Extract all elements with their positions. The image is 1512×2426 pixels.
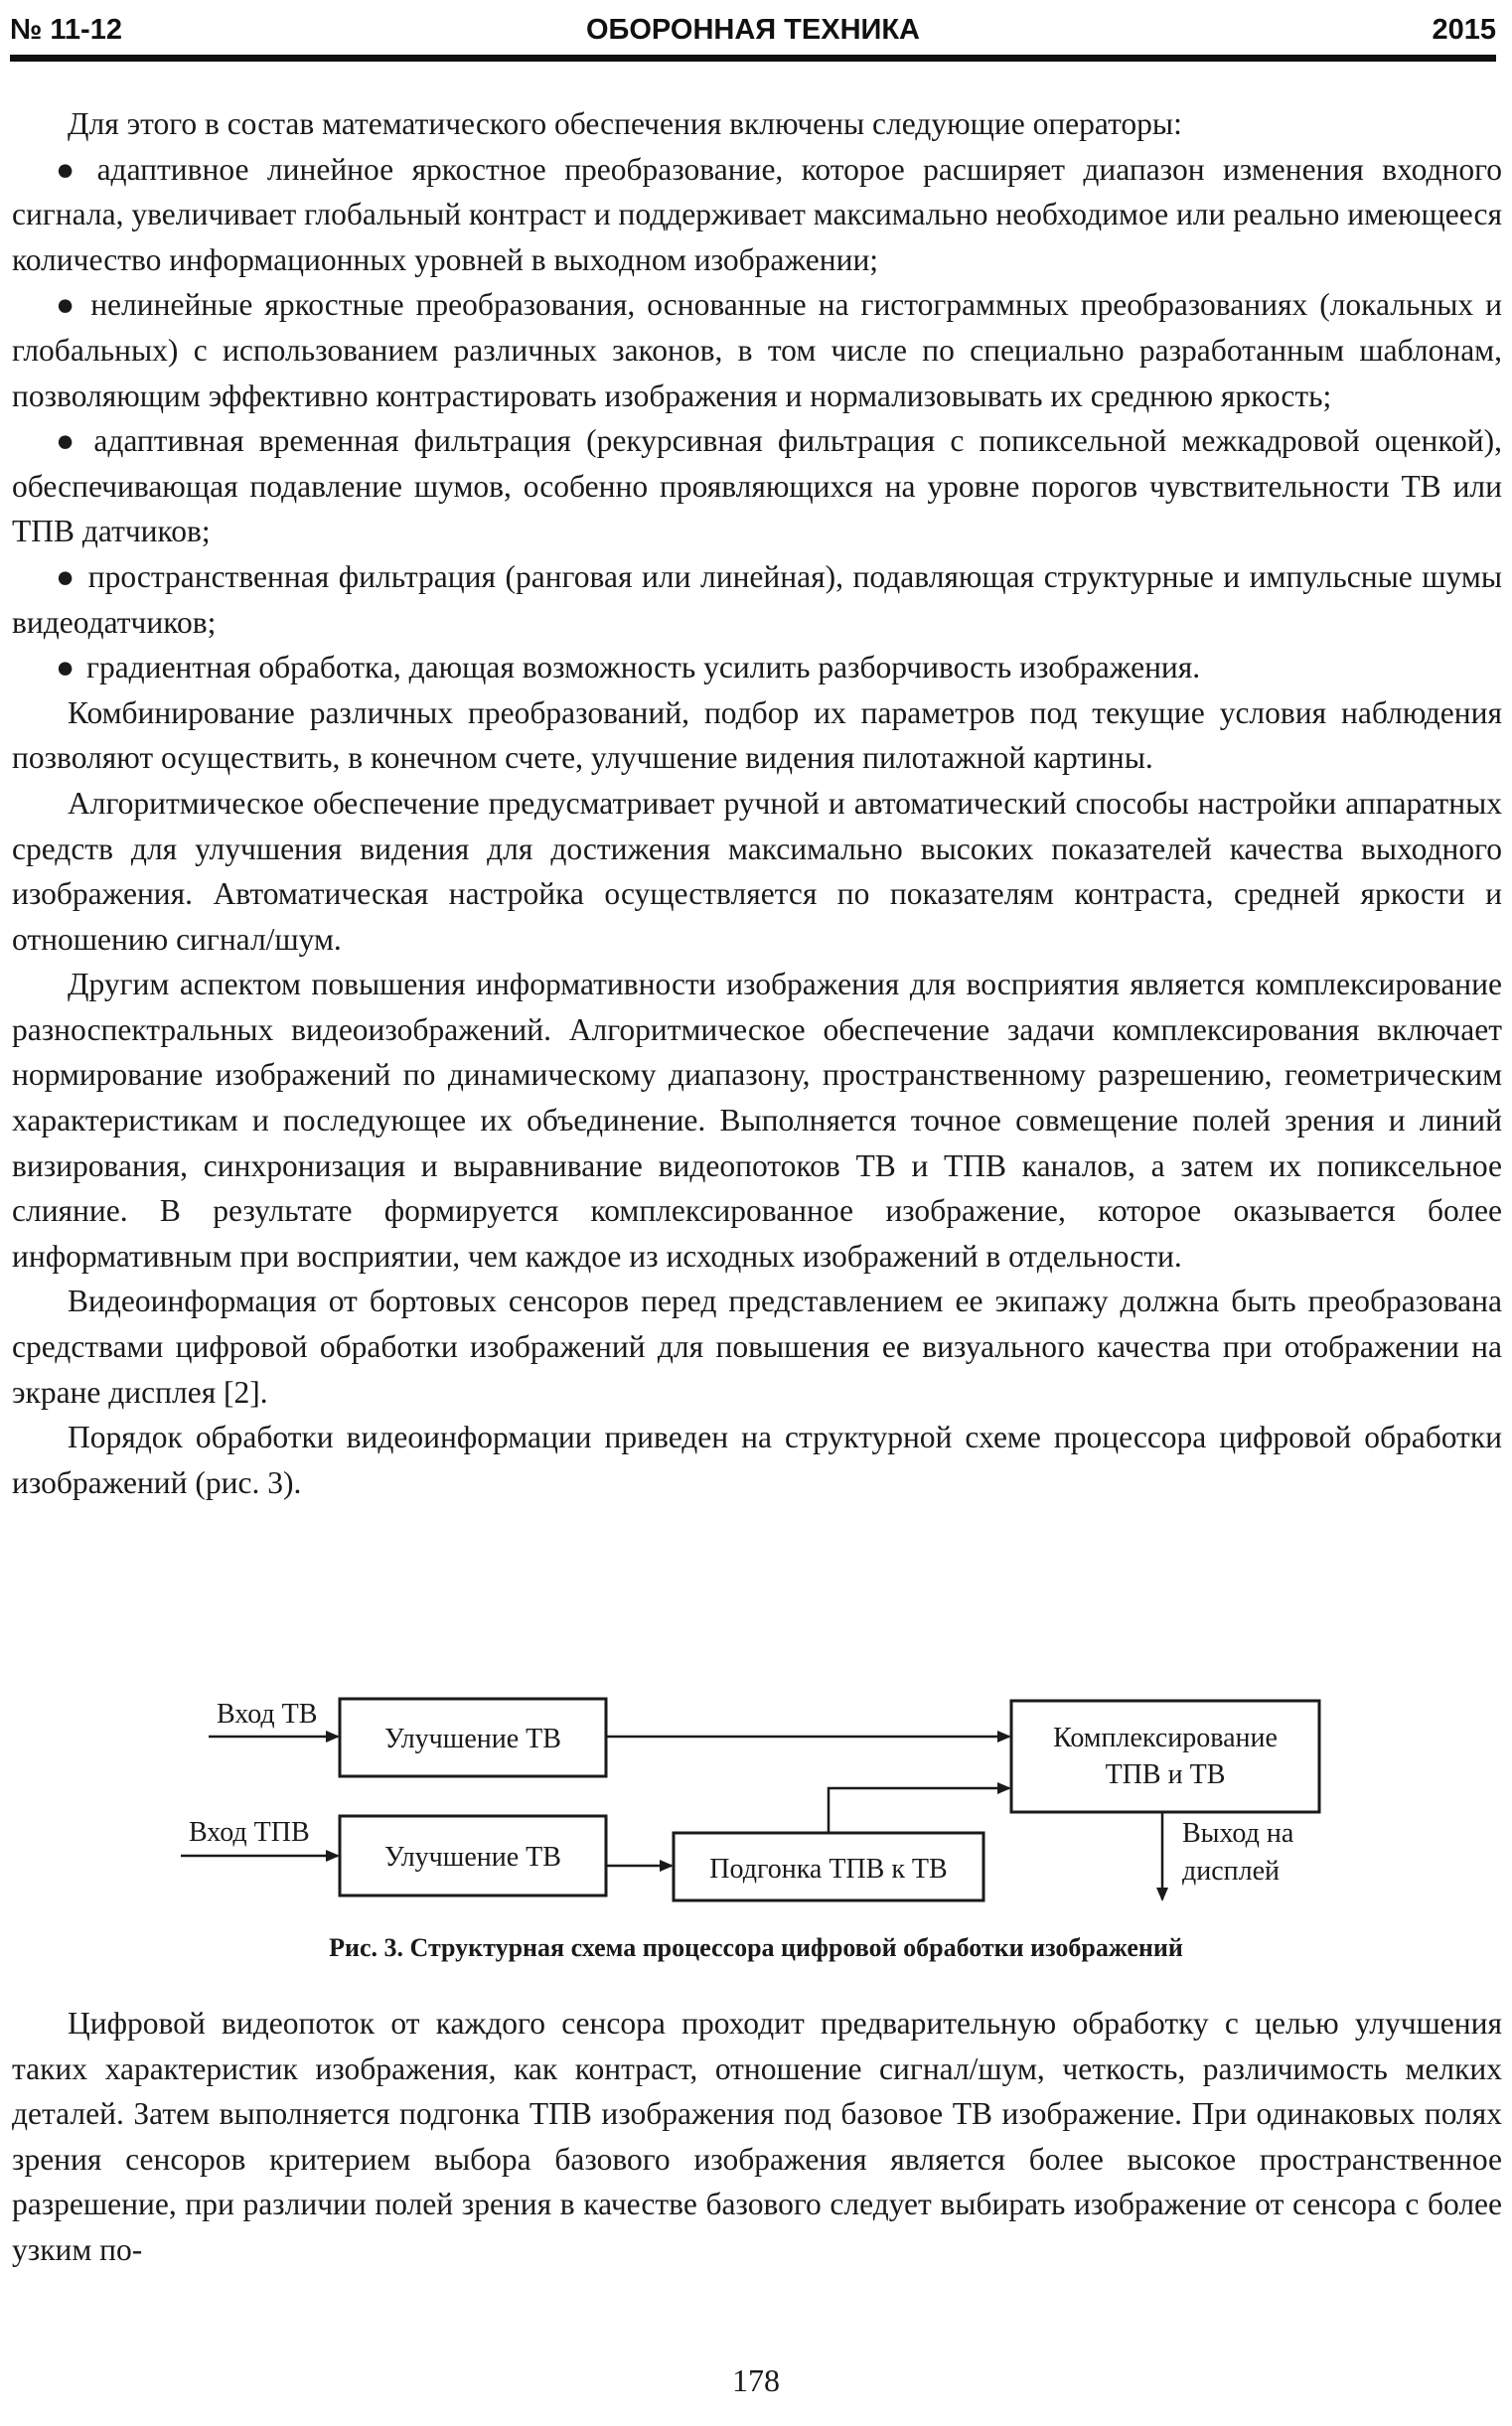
body-paragraph: Комбинирование различных преобразований, подбор их параметров под текущие условия наблюдения позволяют осуществить, в конечном счете, улучшение видения пилотажной картины. bbox=[12, 694, 1502, 776]
bullet-text: пространственная фильтрация (ранговая или линейная), подавляющая структурные и импульсные шумы видеодатчиков; bbox=[12, 558, 1502, 640]
bullet-item bbox=[12, 147, 1502, 283]
header-rule bbox=[10, 55, 1496, 62]
bullet-dot-icon: ● bbox=[56, 650, 76, 685]
bullet-item bbox=[12, 282, 1502, 418]
output-label-line2: дисплей bbox=[1182, 1856, 1281, 1887]
article-text-continued bbox=[12, 2001, 1502, 2273]
complex-label-line1: Комплексирование bbox=[1053, 1723, 1278, 1753]
enhance-tv-label-top: Улучшение ТВ bbox=[384, 1724, 561, 1754]
body-paragraph: Другим аспектом повышения информативности изображения для восприятия является комплексирование разноспектральных видеоизображений. Алгоритмическое обеспечение задачи комплексирования включает нормирование изображений по динамическому диапазону, пространственному разрешению, геометрическим характеристикам и последующее их объединение. Выполняется точное совмещение полей зрения и линий визирования, синхронизация и выравнивание видеопотоков ТВ и ТПВ каналов, а затем их попиксельное слияние. В результате формируется комплексированное изображение, которое оказывается более информативным при восприятии, чем каждое из исходных изображений в отдельности. bbox=[12, 967, 1502, 1274]
body-paragraph: Цифровой видеопоток от каждого сенсора проходит предварительную обработку с целью улучшения таких характеристик изображения, как контраст, отношение сигнал/шум, четкость, различимость мелких деталей. Затем выполняется подгонка ТПВ изображения под базовое ТВ изображение. При одинаковых полях зрения сенсоров критерием выбора базового изображения является более высокое пространственное разрешение, при различии полей зрения в качестве базового следует выбирать изображение от сенсора с более узким по- bbox=[12, 2006, 1502, 2267]
bullet-dot-icon: ● bbox=[56, 423, 82, 459]
output-label-line1: Выход на bbox=[1182, 1818, 1294, 1849]
input-tpv-label: Вход ТПВ bbox=[189, 1817, 310, 1848]
running-header bbox=[10, 6, 1496, 54]
enhance-tv-label-bottom: Улучшение ТВ bbox=[384, 1842, 561, 1873]
bullet-item bbox=[12, 418, 1502, 554]
page-number: 178 bbox=[732, 2362, 780, 2398]
bullet-dot-icon: ● bbox=[56, 151, 85, 187]
fit-label: Подгонка ТПВ к ТВ bbox=[709, 1854, 948, 1885]
block-diagram bbox=[0, 1679, 1512, 1917]
article-text bbox=[12, 101, 1502, 1505]
bullet-text: адаптивное линейное яркостное преобразование, которое расширяет диапазон изменения входного сигнала, увеличивает глобальный контраст и поддерживает максимально необходимое или реально имеющееся количество информационных уровней в выходном изображении; bbox=[12, 151, 1502, 277]
body-paragraph: Порядок обработки видеоинформации приведен на структурной схеме процессора цифровой обработки изображений (рис. 3). bbox=[12, 1420, 1502, 1500]
issue-number: № 11-12 bbox=[10, 14, 122, 46]
complex-box bbox=[1011, 1701, 1319, 1812]
journal-title: ОБОРОННАЯ ТЕХНИКА bbox=[585, 14, 921, 46]
figure-caption: Рис. 3. Структурная схема процессора цифровой обработки изображений bbox=[329, 1933, 1183, 1962]
intro-paragraph: Для этого в состав математического обеспечения включены следующие операторы: bbox=[68, 106, 1182, 141]
arrow-fit-to-complex bbox=[829, 1788, 1009, 1833]
bullet-dot-icon: ● bbox=[56, 558, 76, 594]
body-paragraph: Видеоинформация от бортовых сенсоров перед представлением ее экипажу должна быть преобразована средствами цифровой обработки изображений для повышения ее визуального качества при отображении на экране дисплея [2]. bbox=[12, 1284, 1502, 1410]
bullet-text: адаптивная временная фильтрация (рекурсивная фильтрация с попиксельной межкадровой оценкой), обеспечивающая подавление шумов, особенно проявляющихся на уровне порогов чувствительности ТВ или ТПВ датчиков; bbox=[12, 423, 1502, 549]
issue-year: 2015 bbox=[1432, 14, 1496, 46]
complex-label-line2: ТПВ и ТВ bbox=[1105, 1759, 1226, 1790]
bullet-item bbox=[12, 645, 1502, 690]
bullet-item bbox=[12, 554, 1502, 645]
bullet-text: градиентная обработка, дающая возможность усилить разборчивость изображения. bbox=[86, 650, 1201, 685]
bullet-text: нелинейные яркостные преобразования, основанные на гистограммных преобразованиях (локальных и глобальных) с использованием различных законов, в том числе по специально разработанным шаблонам, позволяющим эффективно контрастировать изображения и нормализовывать их среднюю яркость; bbox=[12, 287, 1502, 413]
input-tv-label: Вход ТВ bbox=[217, 1699, 318, 1730]
bullet-dot-icon: ● bbox=[56, 287, 79, 323]
body-paragraph: Алгоритмическое обеспечение предусматривает ручной и автоматический способы настройки аппаратных средств для улучшения видения для достижения максимально высоких показателей качества выходного изображения. Автоматическая настройка осуществляется по показателям контраста, средней яркости и отношению сигнал/шум. bbox=[12, 785, 1502, 957]
